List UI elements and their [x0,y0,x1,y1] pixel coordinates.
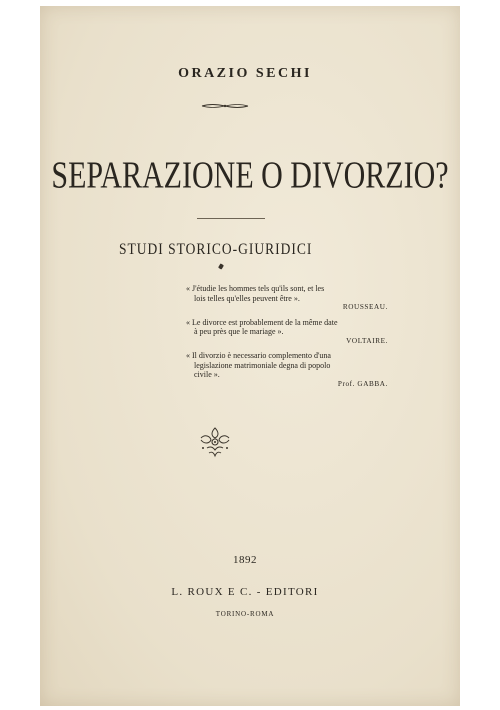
ink-mark [218,263,224,269]
epigraphs [186,284,390,394]
epigraph-line: « Le divorce est probablement de la même date [186,317,338,327]
epigraph-line: à peu près que le mariage ». [194,327,284,336]
epigraph-line: « J'étudie les hommes tels qu'ils sont, et les [186,284,325,293]
epigraph-line: civile ». [194,370,220,379]
book-subtitle: STUDI STORICO-GIURIDICI [119,240,313,258]
epigraph-gabba [186,351,390,389]
title-divider [197,218,265,219]
publisher-name: L. ROUX E C. - EDITORI [171,586,319,598]
publication-place: TORINO-ROMA [215,610,275,618]
epigraph-attribution: Prof. GABBA. [337,379,388,388]
epigraph-voltaire [186,318,390,347]
book-title: SEPARAZIONE O DIVORZIO? [51,154,449,197]
title-page [40,6,460,706]
epigraph-attribution: VOLTAIRE. [346,336,388,345]
author-name: ORAZIO SECHI [178,66,312,81]
epigraph-attribution: ROUSSEAU. [342,303,388,311]
epigraph-rousseau [186,284,390,313]
epigraph-line: lois telles qu'elles peuvent être ». [194,293,300,303]
printer-ornament-icon [197,426,233,458]
epigraph-line: legislazione matrimoniale degna di popolo [194,360,331,370]
publication-year: 1892 [233,554,257,566]
epigraph-line: « Il divorzio è necessario complemento d'una [186,351,331,360]
ornamental-rule-icon [200,102,250,110]
